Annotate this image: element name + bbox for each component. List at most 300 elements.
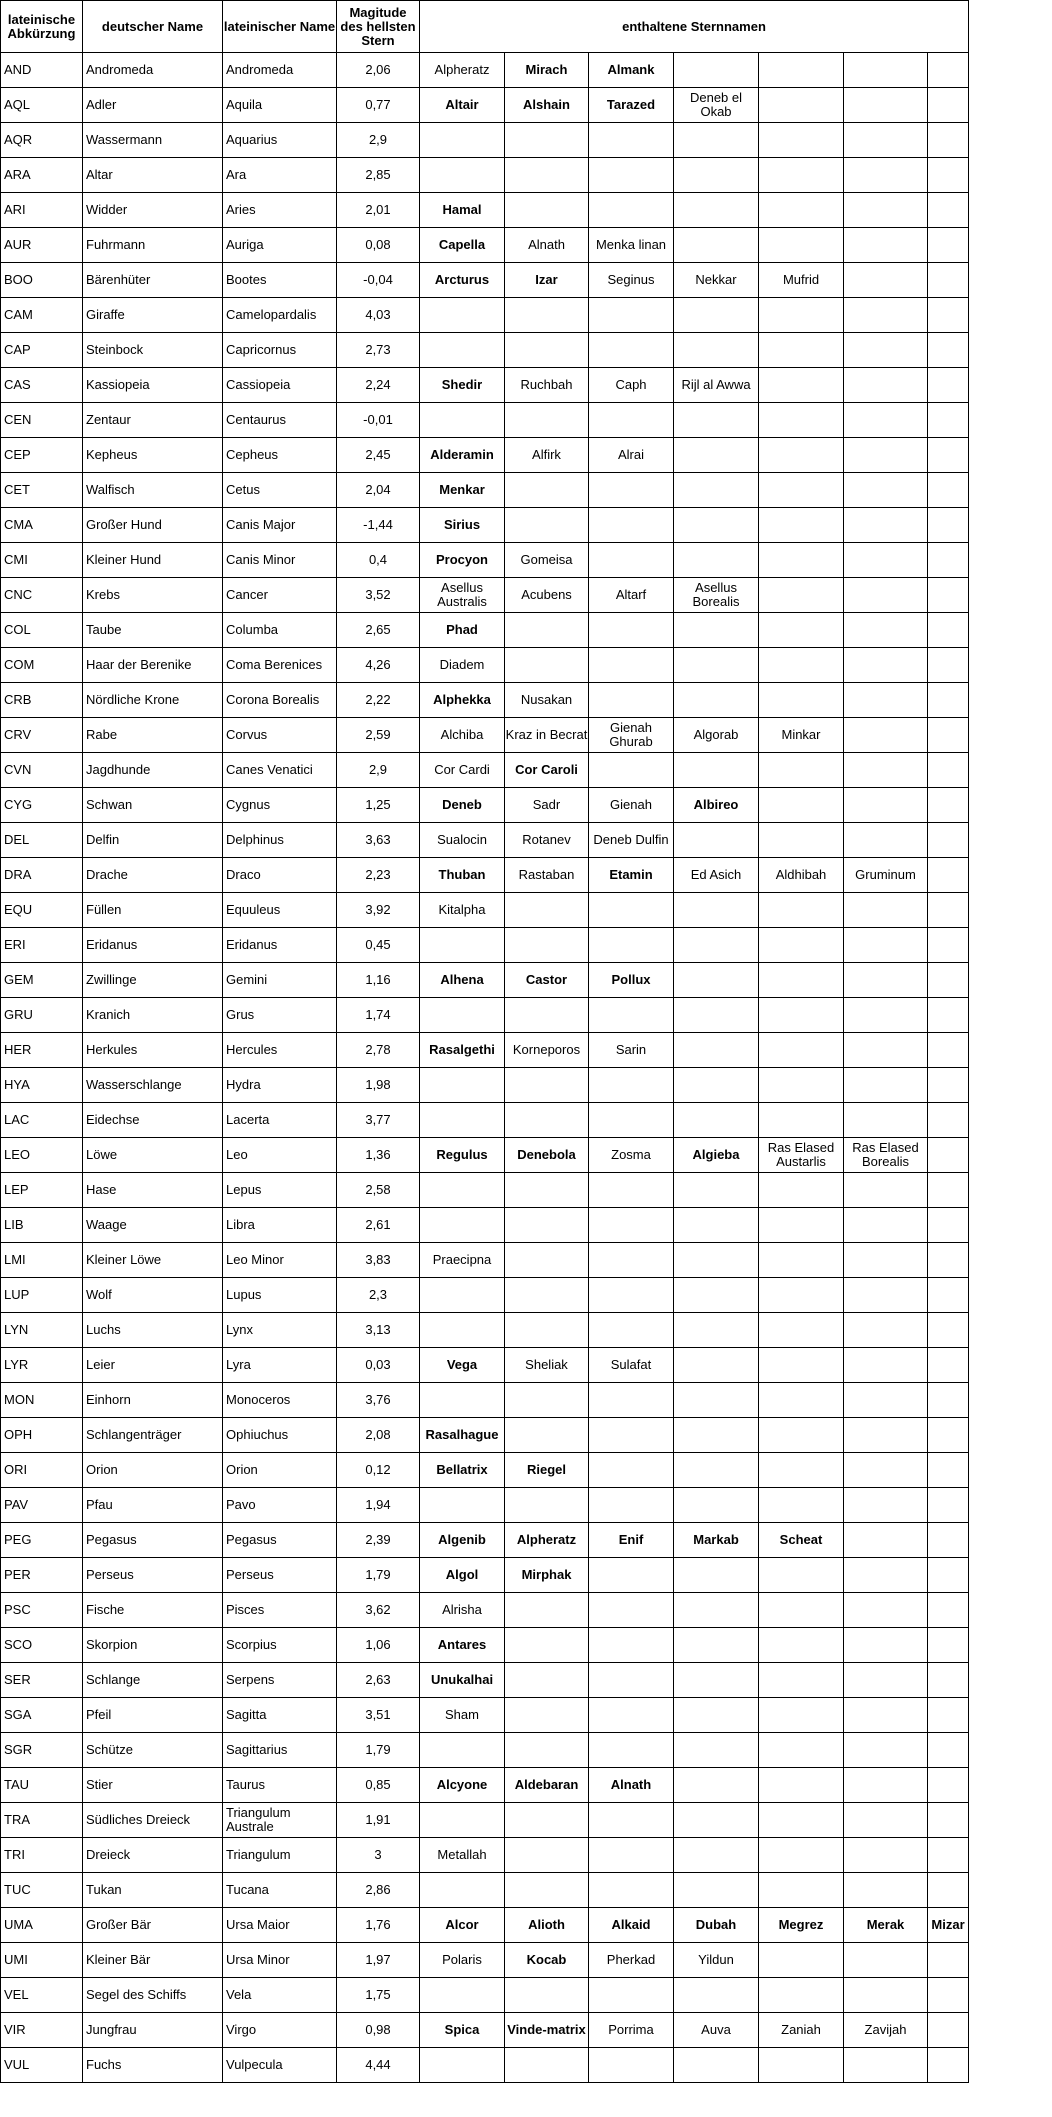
- star-name-cell: Altarf: [589, 578, 674, 613]
- star-name-cell: Vega: [420, 1348, 505, 1383]
- table-row: [1, 1173, 969, 1208]
- star-name-cell: [759, 1383, 844, 1418]
- star-name-cell: [420, 1488, 505, 1523]
- star-name-cell: [759, 1943, 844, 1978]
- german-name-cell: Perseus: [83, 1558, 223, 1593]
- magnitude-cell: 2,22: [337, 683, 420, 718]
- star-name-cell: [505, 1208, 589, 1243]
- latin-name-cell: Columba: [223, 613, 337, 648]
- star-name-cell: [844, 1768, 928, 1803]
- table-row: [1, 718, 969, 753]
- star-name-cell: Zavijah: [844, 2013, 928, 2048]
- star-name-cell: Sualocin: [420, 823, 505, 858]
- star-name-cell: [420, 1173, 505, 1208]
- star-name-cell: [759, 1803, 844, 1838]
- latin-name-cell: Pavo: [223, 1488, 337, 1523]
- magnitude-cell: 2,3: [337, 1278, 420, 1313]
- german-name-cell: Jagdhunde: [83, 753, 223, 788]
- table-row: [1, 1733, 969, 1768]
- abbreviation-cell: LEP: [1, 1173, 83, 1208]
- german-name-cell: Hase: [83, 1173, 223, 1208]
- latin-name-cell: Cassiopeia: [223, 368, 337, 403]
- abbreviation-cell: MON: [1, 1383, 83, 1418]
- star-name-cell: [928, 368, 969, 403]
- star-name-cell: [589, 1628, 674, 1663]
- magnitude-cell: 0,08: [337, 228, 420, 263]
- star-name-cell: [844, 753, 928, 788]
- star-name-cell: [759, 1488, 844, 1523]
- star-name-cell: [759, 1593, 844, 1628]
- latin-name-cell: Taurus: [223, 1768, 337, 1803]
- magnitude-cell: 1,98: [337, 1068, 420, 1103]
- star-name-cell: [759, 1173, 844, 1208]
- table-row: [1, 683, 969, 718]
- star-name-cell: [759, 928, 844, 963]
- star-name-cell: Korneporos: [505, 1033, 589, 1068]
- abbreviation-cell: AQR: [1, 123, 83, 158]
- german-name-cell: Nördliche Krone: [83, 683, 223, 718]
- star-name-cell: [589, 1803, 674, 1838]
- star-name-cell: [928, 1243, 969, 1278]
- german-name-cell: Rabe: [83, 718, 223, 753]
- abbreviation-cell: PEG: [1, 1523, 83, 1558]
- star-name-cell: Deneb Dulfin: [589, 823, 674, 858]
- star-name-cell: [674, 998, 759, 1033]
- star-name-cell: [589, 1313, 674, 1348]
- table-row: [1, 1418, 969, 1453]
- star-name-cell: [928, 1208, 969, 1243]
- star-name-cell: Rastaban: [505, 858, 589, 893]
- table-row: [1, 648, 969, 683]
- table-row: [1, 1033, 969, 1068]
- latin-name-cell: Hydra: [223, 1068, 337, 1103]
- star-name-cell: Nekkar: [674, 263, 759, 298]
- star-name-cell: [505, 1068, 589, 1103]
- magnitude-cell: 3,13: [337, 1313, 420, 1348]
- table-row: [1, 1453, 969, 1488]
- star-name-cell: [928, 228, 969, 263]
- star-name-cell: [844, 613, 928, 648]
- magnitude-cell: 2,01: [337, 193, 420, 228]
- magnitude-cell: 3,62: [337, 1593, 420, 1628]
- star-name-cell: [928, 1838, 969, 1873]
- star-name-cell: Alrisha: [420, 1593, 505, 1628]
- star-name-cell: [928, 963, 969, 998]
- abbreviation-cell: CMI: [1, 543, 83, 578]
- star-name-cell: Pherkad: [589, 1943, 674, 1978]
- magnitude-cell: 2,45: [337, 438, 420, 473]
- star-name-cell: [928, 753, 969, 788]
- table-row: [1, 1313, 969, 1348]
- star-name-cell: [844, 473, 928, 508]
- table-row: [1, 123, 969, 158]
- latin-name-cell: Monoceros: [223, 1383, 337, 1418]
- star-name-cell: Alrai: [589, 438, 674, 473]
- magnitude-cell: -0,01: [337, 403, 420, 438]
- magnitude-cell: 2,65: [337, 613, 420, 648]
- star-name-cell: [420, 1978, 505, 2013]
- magnitude-cell: 2,08: [337, 1418, 420, 1453]
- star-name-cell: [844, 1698, 928, 1733]
- star-name-cell: [589, 158, 674, 193]
- star-name-cell: Phad: [420, 613, 505, 648]
- star-name-cell: [505, 1628, 589, 1663]
- star-name-cell: Alfirk: [505, 438, 589, 473]
- star-name-cell: Metallah: [420, 1838, 505, 1873]
- magnitude-cell: 0,45: [337, 928, 420, 963]
- star-name-cell: Alpheratz: [420, 53, 505, 88]
- star-name-cell: [928, 1698, 969, 1733]
- abbreviation-cell: COM: [1, 648, 83, 683]
- latin-name-cell: Sagitta: [223, 1698, 337, 1733]
- star-name-cell: [674, 403, 759, 438]
- header-latin-name: lateinischer Name: [223, 1, 337, 53]
- latin-name-cell: Gemini: [223, 963, 337, 998]
- star-name-cell: Deneb el Okab: [674, 88, 759, 123]
- header-abbreviation: lateinische Abkürzung: [1, 1, 83, 53]
- latin-name-cell: Cygnus: [223, 788, 337, 823]
- star-name-cell: [844, 1838, 928, 1873]
- abbreviation-cell: CET: [1, 473, 83, 508]
- star-name-cell: [505, 1593, 589, 1628]
- star-name-cell: [674, 1208, 759, 1243]
- star-name-cell: [844, 1383, 928, 1418]
- star-name-cell: [844, 403, 928, 438]
- star-name-cell: Antares: [420, 1628, 505, 1663]
- star-name-cell: [844, 998, 928, 1033]
- star-name-cell: [759, 1033, 844, 1068]
- german-name-cell: Einhorn: [83, 1383, 223, 1418]
- star-name-cell: [589, 998, 674, 1033]
- abbreviation-cell: LAC: [1, 1103, 83, 1138]
- latin-name-cell: Virgo: [223, 2013, 337, 2048]
- german-name-cell: Dreieck: [83, 1838, 223, 1873]
- abbreviation-cell: CAS: [1, 368, 83, 403]
- star-name-cell: [589, 473, 674, 508]
- star-name-cell: Almank: [589, 53, 674, 88]
- star-name-cell: [759, 1348, 844, 1383]
- star-name-cell: [674, 1698, 759, 1733]
- star-name-cell: Sirius: [420, 508, 505, 543]
- latin-name-cell: Orion: [223, 1453, 337, 1488]
- star-name-cell: [844, 438, 928, 473]
- star-name-cell: [844, 578, 928, 613]
- table-row: [1, 1278, 969, 1313]
- abbreviation-cell: PAV: [1, 1488, 83, 1523]
- star-name-cell: [928, 1313, 969, 1348]
- star-name-cell: [759, 228, 844, 263]
- latin-name-cell: Hercules: [223, 1033, 337, 1068]
- star-name-cell: [844, 333, 928, 368]
- star-name-cell: [928, 158, 969, 193]
- german-name-cell: Schlange: [83, 1663, 223, 1698]
- star-name-cell: Gomeisa: [505, 543, 589, 578]
- star-name-cell: Rotanev: [505, 823, 589, 858]
- star-name-cell: [844, 1278, 928, 1313]
- star-name-cell: [589, 1978, 674, 2013]
- latin-name-cell: Sagittarius: [223, 1733, 337, 1768]
- german-name-cell: Skorpion: [83, 1628, 223, 1663]
- star-name-cell: [844, 88, 928, 123]
- star-name-cell: [844, 543, 928, 578]
- star-name-cell: [505, 928, 589, 963]
- star-name-cell: Algenib: [420, 1523, 505, 1558]
- abbreviation-cell: SGR: [1, 1733, 83, 1768]
- star-name-cell: Riegel: [505, 1453, 589, 1488]
- star-name-cell: [759, 1873, 844, 1908]
- star-name-cell: [759, 1628, 844, 1663]
- star-name-cell: Alpheratz: [505, 1523, 589, 1558]
- star-name-cell: [589, 683, 674, 718]
- table-row: [1, 438, 969, 473]
- magnitude-cell: 1,79: [337, 1558, 420, 1593]
- abbreviation-cell: PER: [1, 1558, 83, 1593]
- star-name-cell: [505, 1103, 589, 1138]
- star-name-cell: [759, 1978, 844, 2013]
- magnitude-cell: 2,78: [337, 1033, 420, 1068]
- star-name-cell: Ruchbah: [505, 368, 589, 403]
- german-name-cell: Herkules: [83, 1033, 223, 1068]
- star-name-cell: Megrez: [759, 1908, 844, 1943]
- star-name-cell: [505, 2048, 589, 2083]
- german-name-cell: Taube: [83, 613, 223, 648]
- star-name-cell: [759, 1243, 844, 1278]
- star-name-cell: Ras Elased Austarlis: [759, 1138, 844, 1173]
- star-name-cell: [505, 1488, 589, 1523]
- table-row: [1, 1488, 969, 1523]
- star-name-cell: [928, 1103, 969, 1138]
- star-name-cell: [674, 1663, 759, 1698]
- star-name-cell: [844, 1873, 928, 1908]
- abbreviation-cell: LMI: [1, 1243, 83, 1278]
- star-name-cell: [844, 928, 928, 963]
- magnitude-cell: -0,04: [337, 263, 420, 298]
- latin-name-cell: Triangulum Australe: [223, 1803, 337, 1838]
- magnitude-cell: 1,25: [337, 788, 420, 823]
- german-name-cell: Wasserschlange: [83, 1068, 223, 1103]
- star-name-cell: [928, 1068, 969, 1103]
- star-name-cell: [589, 298, 674, 333]
- table-row: [1, 788, 969, 823]
- magnitude-cell: 3,52: [337, 578, 420, 613]
- star-name-cell: [505, 613, 589, 648]
- german-name-cell: Schütze: [83, 1733, 223, 1768]
- star-name-cell: Arcturus: [420, 263, 505, 298]
- german-name-cell: Bärenhüter: [83, 263, 223, 298]
- abbreviation-cell: CRB: [1, 683, 83, 718]
- star-name-cell: Algol: [420, 1558, 505, 1593]
- german-name-cell: Altar: [83, 158, 223, 193]
- star-name-cell: [928, 53, 969, 88]
- star-name-cell: [674, 1873, 759, 1908]
- abbreviation-cell: ARA: [1, 158, 83, 193]
- star-name-cell: [589, 1873, 674, 1908]
- star-name-cell: [420, 1103, 505, 1138]
- table-row: [1, 1663, 969, 1698]
- abbreviation-cell: TAU: [1, 1768, 83, 1803]
- star-name-cell: [505, 298, 589, 333]
- star-name-cell: Sham: [420, 1698, 505, 1733]
- star-name-cell: [589, 648, 674, 683]
- magnitude-cell: 4,44: [337, 2048, 420, 2083]
- star-name-cell: [420, 1803, 505, 1838]
- table-row: [1, 858, 969, 893]
- latin-name-cell: Cepheus: [223, 438, 337, 473]
- star-name-cell: [928, 1873, 969, 1908]
- star-name-cell: [844, 1033, 928, 1068]
- magnitude-cell: 0,12: [337, 1453, 420, 1488]
- star-name-cell: [674, 1488, 759, 1523]
- abbreviation-cell: SCO: [1, 1628, 83, 1663]
- latin-name-cell: Ursa Minor: [223, 1943, 337, 1978]
- star-name-cell: [589, 1243, 674, 1278]
- star-name-cell: [589, 1453, 674, 1488]
- german-name-cell: Giraffe: [83, 298, 223, 333]
- star-name-cell: [759, 298, 844, 333]
- table-row: [1, 998, 969, 1033]
- star-name-cell: [674, 1803, 759, 1838]
- star-name-cell: [589, 193, 674, 228]
- table-row: [1, 1908, 969, 1943]
- star-name-cell: [589, 613, 674, 648]
- star-name-cell: Alioth: [505, 1908, 589, 1943]
- table-row: [1, 1803, 969, 1838]
- star-name-cell: [928, 1383, 969, 1418]
- star-name-cell: [505, 1313, 589, 1348]
- german-name-cell: Steinbock: [83, 333, 223, 368]
- magnitude-cell: 1,36: [337, 1138, 420, 1173]
- star-name-cell: [759, 473, 844, 508]
- star-name-cell: [589, 2048, 674, 2083]
- magnitude-cell: 0,4: [337, 543, 420, 578]
- star-name-cell: [420, 123, 505, 158]
- german-name-cell: Krebs: [83, 578, 223, 613]
- star-name-cell: [844, 1173, 928, 1208]
- magnitude-cell: 0,85: [337, 1768, 420, 1803]
- star-name-cell: [844, 1103, 928, 1138]
- latin-name-cell: Ara: [223, 158, 337, 193]
- star-name-cell: [589, 1733, 674, 1768]
- star-name-cell: [844, 193, 928, 228]
- star-name-cell: Aldhibah: [759, 858, 844, 893]
- german-name-cell: Andromeda: [83, 53, 223, 88]
- star-name-cell: Alnath: [505, 228, 589, 263]
- magnitude-cell: 1,16: [337, 963, 420, 998]
- magnitude-cell: 2,59: [337, 718, 420, 753]
- star-name-cell: [844, 683, 928, 718]
- latin-name-cell: Canes Venatici: [223, 753, 337, 788]
- star-name-cell: [674, 1733, 759, 1768]
- magnitude-cell: 1,75: [337, 1978, 420, 2013]
- german-name-cell: Orion: [83, 1453, 223, 1488]
- latin-name-cell: Bootes: [223, 263, 337, 298]
- star-name-cell: [759, 88, 844, 123]
- star-name-cell: Spica: [420, 2013, 505, 2048]
- star-name-cell: [589, 543, 674, 578]
- star-name-cell: [928, 788, 969, 823]
- star-name-cell: [844, 1978, 928, 2013]
- star-name-cell: [420, 998, 505, 1033]
- german-name-cell: Pegasus: [83, 1523, 223, 1558]
- star-name-cell: [420, 158, 505, 193]
- abbreviation-cell: UMI: [1, 1943, 83, 1978]
- star-name-cell: Sulafat: [589, 1348, 674, 1383]
- german-name-cell: Widder: [83, 193, 223, 228]
- star-name-cell: Cor Cardi: [420, 753, 505, 788]
- star-name-cell: [844, 298, 928, 333]
- star-name-cell: Zosma: [589, 1138, 674, 1173]
- star-name-cell: Kraz in Becrat: [505, 718, 589, 753]
- star-name-cell: [505, 333, 589, 368]
- magnitude-cell: 2,06: [337, 53, 420, 88]
- table-row: [1, 53, 969, 88]
- abbreviation-cell: TUC: [1, 1873, 83, 1908]
- star-name-cell: [759, 578, 844, 613]
- magnitude-cell: 2,86: [337, 1873, 420, 1908]
- star-name-cell: [589, 403, 674, 438]
- magnitude-cell: 1,97: [337, 1943, 420, 1978]
- star-name-cell: Porrima: [589, 2013, 674, 2048]
- table-row: [1, 473, 969, 508]
- star-name-cell: Bellatrix: [420, 1453, 505, 1488]
- star-name-cell: [505, 1733, 589, 1768]
- latin-name-cell: Cancer: [223, 578, 337, 613]
- star-name-cell: Gienah: [589, 788, 674, 823]
- latin-name-cell: Canis Major: [223, 508, 337, 543]
- star-name-cell: [928, 683, 969, 718]
- magnitude-cell: 4,26: [337, 648, 420, 683]
- table-row: [1, 1698, 969, 1733]
- star-name-cell: [759, 648, 844, 683]
- latin-name-cell: Camelopardalis: [223, 298, 337, 333]
- german-name-cell: Kleiner Bär: [83, 1943, 223, 1978]
- star-name-cell: [928, 473, 969, 508]
- star-name-cell: [844, 1488, 928, 1523]
- star-name-cell: [674, 2048, 759, 2083]
- abbreviation-cell: VEL: [1, 1978, 83, 2013]
- star-name-cell: Kocab: [505, 1943, 589, 1978]
- star-name-cell: [844, 1208, 928, 1243]
- magnitude-cell: 3,63: [337, 823, 420, 858]
- star-name-cell: [844, 1313, 928, 1348]
- german-name-cell: Kassiopeia: [83, 368, 223, 403]
- star-name-cell: Alcyone: [420, 1768, 505, 1803]
- magnitude-cell: 0,03: [337, 1348, 420, 1383]
- german-name-cell: Löwe: [83, 1138, 223, 1173]
- table-row: [1, 1978, 969, 2013]
- star-name-cell: Ed Asich: [674, 858, 759, 893]
- star-name-cell: [928, 613, 969, 648]
- star-name-cell: Castor: [505, 963, 589, 998]
- german-name-cell: Pfau: [83, 1488, 223, 1523]
- star-name-cell: [589, 1383, 674, 1418]
- magnitude-cell: 1,94: [337, 1488, 420, 1523]
- star-name-cell: [674, 648, 759, 683]
- latin-name-cell: Aquarius: [223, 123, 337, 158]
- star-name-cell: [759, 508, 844, 543]
- abbreviation-cell: BOO: [1, 263, 83, 298]
- star-name-cell: [844, 1628, 928, 1663]
- star-name-cell: [928, 578, 969, 613]
- star-name-cell: Tarazed: [589, 88, 674, 123]
- table-row: [1, 1838, 969, 1873]
- star-name-cell: Etamin: [589, 858, 674, 893]
- star-name-cell: [759, 1278, 844, 1313]
- german-name-cell: Leier: [83, 1348, 223, 1383]
- table-row: [1, 893, 969, 928]
- star-name-cell: [674, 613, 759, 648]
- table-row: [1, 543, 969, 578]
